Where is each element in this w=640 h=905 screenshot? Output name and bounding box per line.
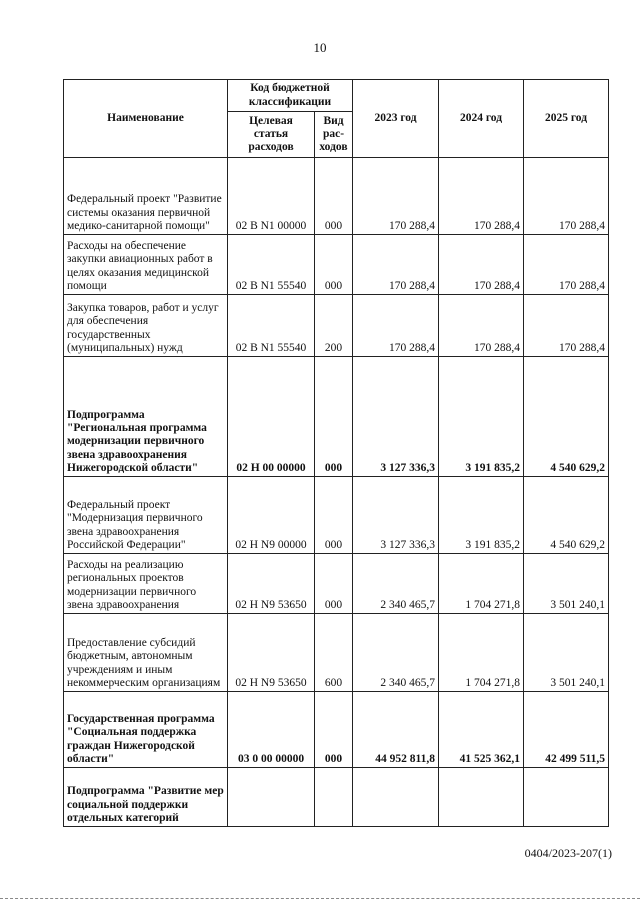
document-code: 0404/2023-207(1) — [524, 846, 612, 860]
row-expense-kind: 000 — [315, 357, 353, 477]
header-name: Наименование — [64, 80, 228, 158]
header-year-2025: 2025 год — [524, 80, 609, 158]
row-target-code: 02 В N1 55540 — [228, 235, 315, 295]
table-row — [64, 614, 609, 692]
row-expense-kind — [315, 768, 353, 827]
row-value-2024: 41 525 362,1 — [439, 692, 524, 768]
row-name: Подпрограмма "Региональная программа модернизации первичного звена здравоохранения Нижегородской области" — [64, 357, 228, 477]
row-name: Закупка товаров, работ и услуг для обеспечения государственных (муниципальных) нужд — [64, 295, 228, 357]
header-expense-kind: Вид рас-ходов — [315, 112, 353, 158]
row-target-code: 02 В N1 00000 — [228, 158, 315, 235]
table-row — [64, 295, 609, 357]
row-value-2024: 170 288,4 — [439, 295, 524, 357]
header-year-2023: 2023 год — [353, 80, 439, 158]
table-row — [64, 235, 609, 295]
row-value-2025: 3 501 240,1 — [524, 554, 609, 614]
footer-divider — [0, 898, 640, 899]
row-value-2023: 3 127 336,3 — [353, 357, 439, 477]
row-expense-kind: 000 — [315, 158, 353, 235]
row-target-code: 02 Н 00 00000 — [228, 357, 315, 477]
row-value-2023: 2 340 465,7 — [353, 554, 439, 614]
header-year-2024: 2024 год — [439, 80, 524, 158]
row-value-2025: 4 540 629,2 — [524, 357, 609, 477]
row-name: Расходы на реализацию региональных проектов модернизации первичного звена здравоохранения — [64, 554, 228, 614]
row-value-2023: 2 340 465,7 — [353, 614, 439, 692]
row-value-2023: 44 952 811,8 — [353, 692, 439, 768]
row-value-2025: 170 288,4 — [524, 235, 609, 295]
row-expense-kind: 000 — [315, 692, 353, 768]
row-value-2023 — [353, 768, 439, 827]
row-value-2023: 170 288,4 — [353, 235, 439, 295]
table-row — [64, 768, 609, 827]
row-value-2025: 4 540 629,2 — [524, 477, 609, 554]
row-value-2024: 3 191 835,2 — [439, 357, 524, 477]
row-target-code: 02 Н N9 53650 — [228, 554, 315, 614]
row-value-2024: 1 704 271,8 — [439, 614, 524, 692]
row-value-2023: 3 127 336,3 — [353, 477, 439, 554]
table-row — [64, 554, 609, 614]
row-expense-kind: 200 — [315, 295, 353, 357]
row-expense-kind: 000 — [315, 477, 353, 554]
row-expense-kind: 000 — [315, 235, 353, 295]
row-name: Расходы на обеспечение закупки авиационных работ в целях оказания медицинской помощи — [64, 235, 228, 295]
row-value-2024: 1 704 271,8 — [439, 554, 524, 614]
row-name: Предоставление субсидий бюджетным, автономным учреждениям и иным некоммерческим организациям — [64, 614, 228, 692]
row-name: Подпрограмма "Развитие мер социальной поддержки отдельных категорий — [64, 768, 228, 827]
header-code-group: Код бюджетной классификации — [228, 80, 353, 112]
row-value-2025: 42 499 511,5 — [524, 692, 609, 768]
budget-table — [63, 79, 609, 827]
row-target-code: 02 Н N9 00000 — [228, 477, 315, 554]
row-target-code: 03 0 00 00000 — [228, 692, 315, 768]
row-value-2025: 170 288,4 — [524, 158, 609, 235]
row-expense-kind: 000 — [315, 554, 353, 614]
row-value-2024 — [439, 768, 524, 827]
row-target-code: 02 Н N9 53650 — [228, 614, 315, 692]
row-name: Федеральный проект "Развитие системы оказания первичной медико-санитарной помощи" — [64, 158, 228, 235]
table-row — [64, 357, 609, 477]
table-row — [64, 692, 609, 768]
row-target-code: 02 В N1 55540 — [228, 295, 315, 357]
row-name: Государственная программа "Социальная поддержка граждан Нижегородской области" — [64, 692, 228, 768]
table-row — [64, 477, 609, 554]
row-value-2025: 170 288,4 — [524, 295, 609, 357]
row-value-2023: 170 288,4 — [353, 295, 439, 357]
row-value-2024: 170 288,4 — [439, 158, 524, 235]
row-value-2025: 3 501 240,1 — [524, 614, 609, 692]
row-target-code — [228, 768, 315, 827]
row-value-2025 — [524, 768, 609, 827]
row-value-2024: 170 288,4 — [439, 235, 524, 295]
table-row — [64, 158, 609, 235]
page-number: 10 — [313, 40, 327, 55]
row-name: Федеральный проект "Модернизация первичного звена здравоохранения Российской Федерации" — [64, 477, 228, 554]
row-expense-kind: 600 — [315, 614, 353, 692]
row-value-2024: 3 191 835,2 — [439, 477, 524, 554]
header-target-article: Целевая статья расходов — [228, 112, 315, 158]
row-value-2023: 170 288,4 — [353, 158, 439, 235]
